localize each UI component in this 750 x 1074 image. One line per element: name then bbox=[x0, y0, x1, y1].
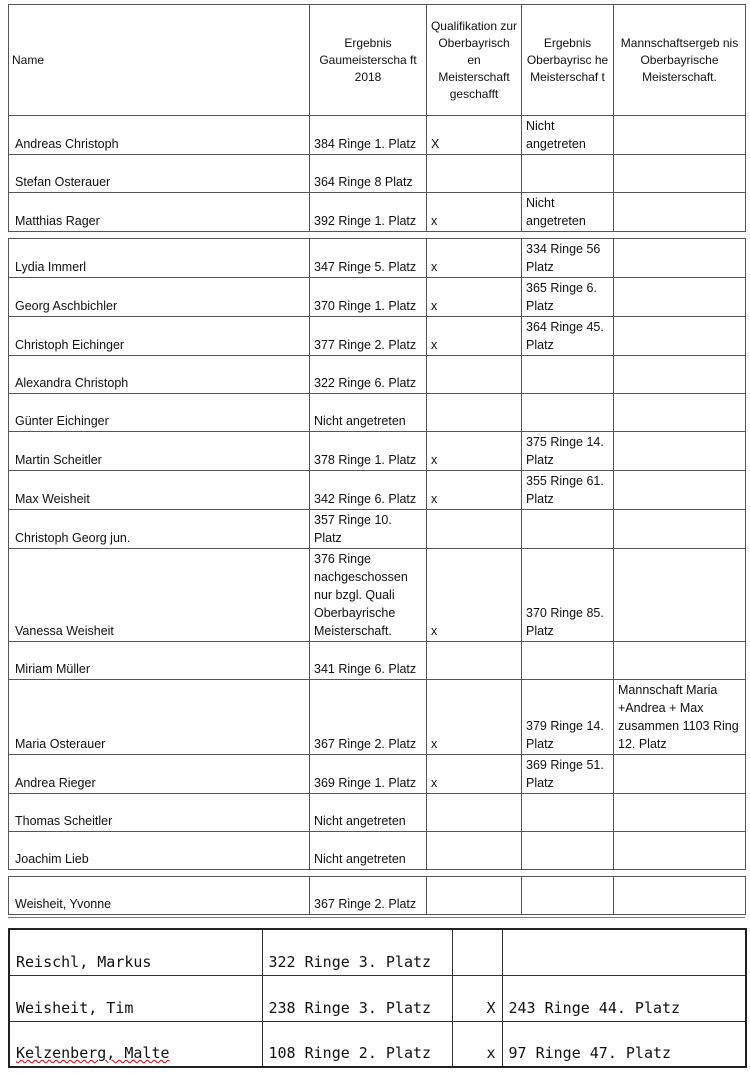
cell-gau: 367 Ringe 2. Platz bbox=[310, 680, 427, 755]
cell-name: Georg Aschbichler bbox=[9, 278, 310, 317]
cell-gau: 384 Ringe 1. Platz bbox=[310, 116, 427, 155]
cell-obb: 365 Ringe 6. Platz bbox=[522, 278, 614, 317]
cell-quali: X bbox=[427, 116, 522, 155]
cell-team bbox=[614, 278, 746, 317]
table-row bbox=[9, 877, 746, 915]
table-row bbox=[9, 239, 746, 278]
table-row bbox=[9, 155, 746, 193]
cell-gau: 238 Ringe 3. Platz bbox=[262, 975, 452, 1021]
cell-quali bbox=[452, 929, 502, 975]
cell-team bbox=[614, 155, 746, 193]
cell-name: Andrea Rieger bbox=[9, 755, 310, 794]
cell-name: Andreas Christoph bbox=[9, 116, 310, 155]
cell-obb bbox=[522, 877, 614, 915]
cell-name: Günter Eichinger bbox=[9, 394, 310, 432]
cell-gau: 377 Ringe 2. Platz bbox=[310, 317, 427, 356]
cell-gau: 367 Ringe 2. Platz bbox=[310, 877, 427, 915]
cell-gau: 322 Ringe 6. Platz bbox=[310, 356, 427, 394]
cell-team: Mannschaft Maria +Andrea + Max zusammen 1103 Ring 12. Platz bbox=[614, 680, 746, 755]
table-row bbox=[9, 356, 746, 394]
row-gap-cell bbox=[9, 870, 746, 877]
header-qualification: Qualifikation zur Oberbayrisch en Meisterschaft geschafft bbox=[427, 5, 522, 116]
cell-obb: 369 Ringe 51. Platz bbox=[522, 755, 614, 794]
cell-team bbox=[614, 394, 746, 432]
cell-name: Weisheit, Tim bbox=[9, 975, 262, 1021]
cell-quali: x bbox=[427, 278, 522, 317]
cell-team bbox=[614, 510, 746, 549]
cell-obb bbox=[522, 394, 614, 432]
cell-gau: 342 Ringe 6. Platz bbox=[310, 471, 427, 510]
cell-team bbox=[614, 642, 746, 680]
cell-gau: 322 Ringe 3. Platz bbox=[262, 929, 452, 975]
cell-gau: Nicht angetreten bbox=[310, 794, 427, 832]
cell-quali bbox=[427, 877, 522, 915]
cell-team bbox=[614, 877, 746, 915]
cell-quali: x bbox=[427, 549, 522, 642]
cell-team bbox=[614, 755, 746, 794]
cell-quali: x bbox=[427, 755, 522, 794]
cell-name: Vanessa Weisheit bbox=[9, 549, 310, 642]
table-row bbox=[9, 680, 746, 755]
cell-name: Lydia Immerl bbox=[9, 239, 310, 278]
cell-team bbox=[614, 832, 746, 870]
cell-obb bbox=[522, 642, 614, 680]
table-row bbox=[9, 1021, 746, 1067]
cell-team bbox=[614, 549, 746, 642]
cell-gau: 392 Ringe 1. Platz bbox=[310, 193, 427, 232]
cell-name: Max Weisheit bbox=[9, 471, 310, 510]
cell-obb bbox=[522, 510, 614, 549]
cell-obb: Nicht angetreten bbox=[522, 193, 614, 232]
cell-name: Joachim Lieb bbox=[9, 832, 310, 870]
cell-team bbox=[614, 432, 746, 471]
header-name: Name bbox=[9, 5, 310, 116]
cell-gau: Nicht angetreten bbox=[310, 394, 427, 432]
table-row bbox=[9, 549, 746, 642]
table-row bbox=[9, 317, 746, 356]
cell-gau: 364 Ringe 8 Platz bbox=[310, 155, 427, 193]
cell-quali: x bbox=[427, 193, 522, 232]
cell-obb: 364 Ringe 45. Platz bbox=[522, 317, 614, 356]
cell-obb: 355 Ringe 61. Platz bbox=[522, 471, 614, 510]
cell-team bbox=[614, 116, 746, 155]
cell-name: Reischl, Markus bbox=[9, 929, 262, 975]
cell-quali bbox=[427, 510, 522, 549]
table-row bbox=[9, 432, 746, 471]
cell-name: Alexandra Christoph bbox=[9, 356, 310, 394]
cell-quali bbox=[427, 356, 522, 394]
table-row bbox=[9, 510, 746, 549]
cell-quali bbox=[427, 832, 522, 870]
cell-gau: 369 Ringe 1. Platz bbox=[310, 755, 427, 794]
cell-obb: 370 Ringe 85. Platz bbox=[522, 549, 614, 642]
cell-name: Martin Scheitler bbox=[9, 432, 310, 471]
cell-team bbox=[614, 794, 746, 832]
cell-gau: Nicht angetreten bbox=[310, 832, 427, 870]
cell-quali bbox=[427, 794, 522, 832]
cell-name: Thomas Scheitler bbox=[9, 794, 310, 832]
cell-team bbox=[614, 356, 746, 394]
cell-quali bbox=[427, 155, 522, 193]
results-table bbox=[8, 4, 746, 915]
row-gap-cell bbox=[9, 232, 746, 239]
table-row bbox=[9, 642, 746, 680]
cell-name: Miriam Müller bbox=[9, 642, 310, 680]
cell-team bbox=[614, 193, 746, 232]
cell-gau: 376 Ringe nachgeschossen nur bzgl. Quali Oberbayrische Meisterschaft. bbox=[310, 549, 427, 642]
cell-name: Christoph Eichinger bbox=[9, 317, 310, 356]
table-row bbox=[9, 471, 746, 510]
header-obb-result: Ergebnis Oberbayrisc he Meisterschaf t bbox=[522, 5, 614, 116]
cell-obb: 334 Ringe 56 Platz bbox=[522, 239, 614, 278]
header-gau-result: Ergebnis Gaumeisterscha ft 2018 bbox=[310, 5, 427, 116]
table-row bbox=[9, 193, 746, 232]
cell-gau: 378 Ringe 1. Platz bbox=[310, 432, 427, 471]
cell-name: Kelzenberg, Malte bbox=[9, 1021, 262, 1067]
cell-obb: 97 Ringe 47. Platz bbox=[502, 1021, 746, 1067]
cell-name: Christoph Georg jun. bbox=[9, 510, 310, 549]
cell-obb: 375 Ringe 14. Platz bbox=[522, 432, 614, 471]
cell-team bbox=[614, 317, 746, 356]
cell-name: Stefan Osterauer bbox=[9, 155, 310, 193]
cell-name: Maria Osterauer bbox=[9, 680, 310, 755]
cell-gau: 341 Ringe 6. Platz bbox=[310, 642, 427, 680]
cell-obb bbox=[522, 794, 614, 832]
cell-obb bbox=[522, 832, 614, 870]
cell-obb bbox=[522, 155, 614, 193]
cell-quali: x bbox=[427, 432, 522, 471]
header-row bbox=[9, 5, 746, 116]
cell-quali bbox=[427, 394, 522, 432]
cell-team bbox=[614, 239, 746, 278]
table-row bbox=[9, 832, 746, 870]
header-team-result: Mannschaftsergeb nis Oberbayrische Meisterschaft. bbox=[614, 5, 746, 116]
table-row bbox=[9, 116, 746, 155]
cell-gau: 357 Ringe 10. Platz bbox=[310, 510, 427, 549]
cell-quali bbox=[427, 642, 522, 680]
cell-name: Matthias Rager bbox=[9, 193, 310, 232]
table-row bbox=[9, 755, 746, 794]
table-row bbox=[9, 794, 746, 832]
cell-team bbox=[614, 471, 746, 510]
cell-obb: 379 Ringe 14. Platz bbox=[522, 680, 614, 755]
table-row bbox=[9, 975, 746, 1021]
cell-gau: 108 Ringe 2. Platz bbox=[262, 1021, 452, 1067]
row-gap bbox=[9, 232, 746, 239]
cell-quali: x bbox=[427, 239, 522, 278]
table-row bbox=[9, 278, 746, 317]
cell-obb bbox=[502, 929, 746, 975]
cell-quali: x bbox=[452, 1021, 502, 1067]
table-row bbox=[9, 929, 746, 975]
cell-name: Weisheit, Yvonne bbox=[9, 877, 310, 915]
cell-gau: 347 Ringe 5. Platz bbox=[310, 239, 427, 278]
cell-obb: 243 Ringe 44. Platz bbox=[502, 975, 746, 1021]
row-gap bbox=[9, 870, 746, 877]
cell-quali: x bbox=[427, 680, 522, 755]
results-table-continued bbox=[8, 928, 747, 1068]
table-separator bbox=[8, 917, 745, 927]
table-row bbox=[9, 394, 746, 432]
cell-quali: x bbox=[427, 317, 522, 356]
cell-obb bbox=[522, 356, 614, 394]
cell-obb: Nicht angetreten bbox=[522, 116, 614, 155]
cell-gau: 370 Ringe 1. Platz bbox=[310, 278, 427, 317]
cell-quali: X bbox=[452, 975, 502, 1021]
cell-quali: x bbox=[427, 471, 522, 510]
